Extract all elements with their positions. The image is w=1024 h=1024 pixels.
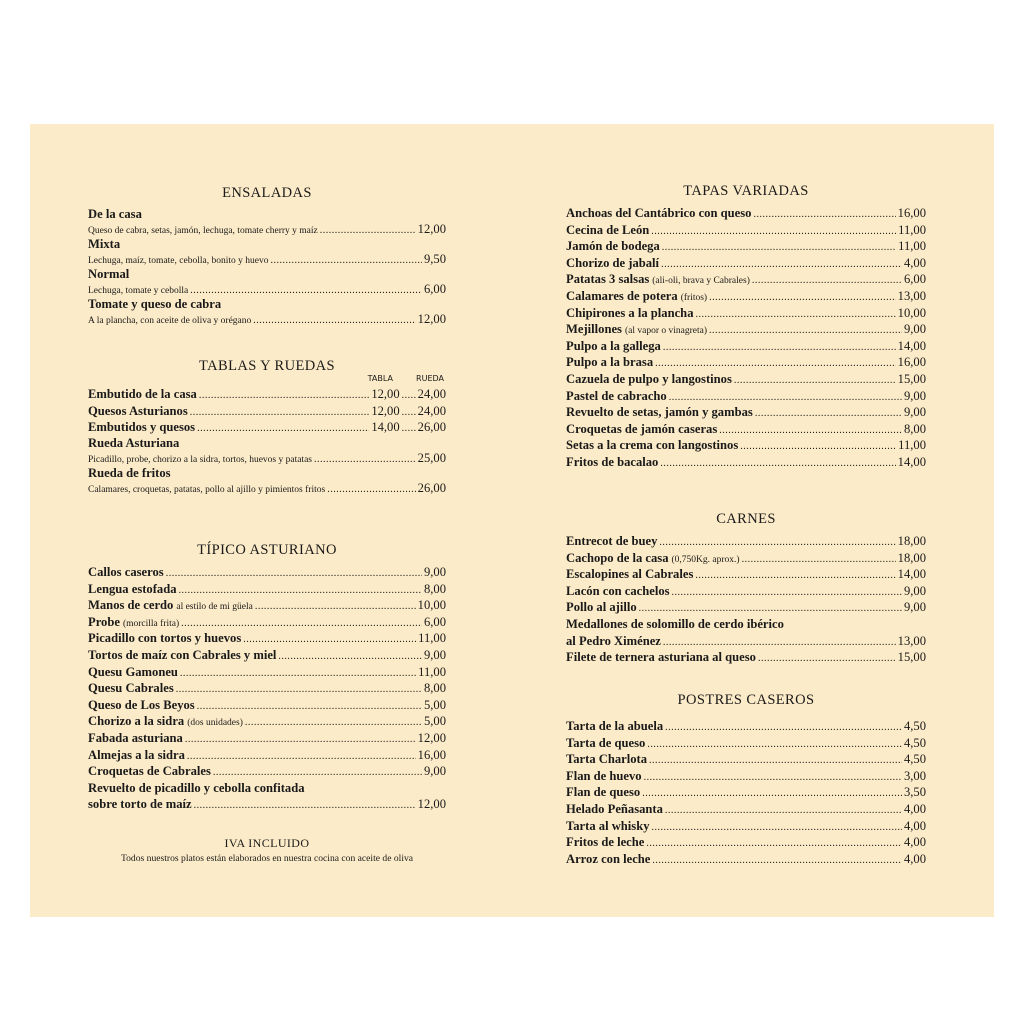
- dot-leader: [199, 388, 370, 405]
- iva-notice: IVA INCLUIDO: [224, 836, 310, 850]
- section-tipico-asturiano: [88, 540, 446, 812]
- dish-note: (dos unidades): [187, 718, 243, 729]
- menu-item: [88, 297, 446, 327]
- menu-item: [88, 581, 446, 598]
- dish-price: 16,00: [897, 206, 926, 220]
- dish-price: 5,00: [423, 697, 446, 712]
- dish-name: Chorizo de jabalí: [566, 255, 660, 270]
- menu-item: [566, 599, 926, 616]
- menu-item: [566, 354, 926, 371]
- dot-leader: [190, 283, 422, 298]
- price-rueda: 24,00: [417, 403, 446, 418]
- dish-name: Tarta de la abuela: [566, 719, 664, 733]
- dish-name: Calamares de potera: [566, 288, 678, 303]
- dot-leader: [646, 836, 902, 853]
- dish-name: Quesos Asturianos: [88, 403, 188, 418]
- section-title: TABLAS Y RUEDAS: [199, 358, 335, 374]
- dish-price: 4,00: [903, 851, 926, 866]
- dish-price: 9,00: [903, 322, 926, 337]
- menu-item: [566, 718, 926, 735]
- dish-description-row: [88, 222, 446, 237]
- dot-leader: [320, 223, 416, 238]
- tipico-list: [88, 564, 446, 780]
- dish-description: Lechuga, tomate y cebolla: [88, 286, 189, 296]
- dot-leader: [245, 715, 422, 732]
- dot-leader: [176, 682, 422, 699]
- menu-item: [566, 421, 926, 438]
- dot-leader: [663, 340, 896, 357]
- menu-item: [566, 222, 926, 239]
- dish-price: 8,00: [423, 681, 446, 696]
- dish-name: Tortos de maíz con Cabrales y miel: [88, 647, 277, 662]
- section-tapas-variadas: [566, 181, 926, 471]
- dish-name: Tomate y queso de cabra: [88, 297, 222, 311]
- dot-leader: [672, 585, 902, 602]
- dish-name: Helado Peñasanta: [566, 801, 663, 816]
- dot-leader: [719, 423, 902, 440]
- section-title: CARNES: [716, 511, 776, 527]
- dish-price: 9,00: [903, 600, 926, 615]
- dot-leader: [734, 373, 896, 390]
- dish-name: Quesu Gamoneu: [88, 664, 178, 679]
- dot-leader: [740, 439, 896, 456]
- dot-leader: [661, 257, 902, 274]
- dish-price: 4,00: [903, 835, 926, 850]
- dish-price: 8,00: [423, 581, 446, 596]
- menu-item: [88, 466, 446, 496]
- dish-price: 4,50: [903, 735, 926, 750]
- dish-name: sobre torto de maíz: [88, 796, 192, 811]
- dish-name: Pulpo a la brasa: [566, 355, 654, 370]
- dish-price: 3,50: [903, 785, 926, 800]
- menu-item: [566, 851, 926, 868]
- dish-name: Escalopines al Cabrales: [566, 567, 694, 582]
- dish-name: Rueda de fritos: [88, 465, 171, 480]
- dish-note: (0,750Kg. aprox.): [671, 554, 740, 565]
- dish-price: 9,00: [903, 405, 926, 420]
- dish-price: 25,00: [417, 450, 446, 465]
- dish-price: 10,00: [417, 598, 446, 613]
- dish-name: Rueda Asturiana: [88, 435, 180, 450]
- menu-item: [566, 533, 926, 550]
- menu-item: [566, 633, 926, 650]
- dish-name: Pastel de cabracho: [566, 388, 667, 403]
- dish-name: Fritos de leche: [566, 835, 645, 850]
- tapas-list: [566, 205, 926, 471]
- menu-item: [566, 271, 926, 288]
- menu-item: [566, 321, 926, 338]
- dish-name: Almejas a la sidra: [88, 747, 185, 762]
- menu-item: [88, 267, 446, 297]
- menu-item: [88, 680, 446, 697]
- dish-name: Anchoas del Cantábrico con queso: [566, 206, 752, 220]
- menu-item: [566, 238, 926, 255]
- menu-item: [566, 338, 926, 355]
- dot-leader: [180, 666, 416, 683]
- dot-leader: [187, 749, 416, 766]
- dot-leader: [327, 482, 415, 497]
- dot-leader: [709, 290, 896, 307]
- dish-price: 16,00: [417, 747, 446, 762]
- dish-price: 8,00: [903, 421, 926, 436]
- dish-name: Revuelto de setas, jamón y gambas: [566, 405, 753, 420]
- dish-name: Revuelto de picadillo y cebolla confitada: [88, 780, 305, 795]
- menu-item: [88, 386, 446, 403]
- dish-price: 4,00: [903, 255, 926, 270]
- dish-name: Tarta Charlota: [566, 752, 648, 767]
- menu-footer: [88, 835, 446, 866]
- dish-note: (morcilla frita): [122, 618, 180, 629]
- dish-price: 13,00: [897, 633, 926, 648]
- menu-item: [566, 305, 926, 322]
- dish-name: Jamón de bodega: [566, 239, 660, 254]
- dish-price: 11,00: [898, 239, 926, 254]
- dish-price: 12,00: [417, 312, 446, 326]
- dot-leader: [758, 651, 896, 668]
- dish-name: Pollo al ajillo: [566, 600, 637, 615]
- dish-name: Pulpo a la gallega: [566, 338, 661, 353]
- menu-item: [566, 583, 926, 600]
- dish-name: Picadillo con tortos y huevos: [88, 631, 242, 646]
- menu-item: [566, 801, 926, 818]
- dish-name: Entrecot de buey: [566, 534, 658, 548]
- dish-price: 11,00: [418, 631, 446, 646]
- dish-name: Mixta: [88, 237, 121, 251]
- dish-price: 4,50: [903, 752, 926, 767]
- dish-price: 9,00: [903, 583, 926, 598]
- ensaladas-list: [88, 207, 446, 327]
- dish-price: 9,00: [423, 565, 446, 579]
- dot-leader: [752, 273, 902, 290]
- dish-name: Embutidos y quesos: [88, 420, 196, 435]
- dish-price: 11,00: [898, 438, 926, 453]
- dish-note: (ali-oli, brava y Cabrales): [652, 276, 750, 287]
- menu-item: [566, 550, 926, 567]
- section-tablas-ruedas: [88, 356, 446, 496]
- dish-name: Fritos de bacalao: [566, 454, 659, 469]
- dish-name: Tarta al whisky: [566, 818, 650, 833]
- dish-price: 11,00: [418, 664, 446, 679]
- dot-leader: [185, 732, 416, 749]
- price-rueda: 26,00: [417, 420, 446, 435]
- dish-price: 10,00: [897, 305, 926, 320]
- section-carnes: [566, 509, 926, 666]
- tablas-list: [88, 386, 446, 436]
- price-tabla: 12,00: [371, 387, 400, 401]
- dish-note: (al vapor o vinagreta): [624, 326, 707, 337]
- section-title: TAPAS VARIADAS: [683, 183, 809, 199]
- dish-price: 12,00: [417, 222, 446, 236]
- dish-name: Filete de ternera asturiana al queso: [566, 650, 756, 665]
- menu-item: [566, 834, 926, 851]
- dish-note: al estilo de mi güela: [176, 602, 253, 613]
- dish-price: 13,00: [897, 288, 926, 303]
- dish-name: Croquetas de Cabrales: [88, 764, 211, 779]
- dot-leader: [662, 240, 896, 257]
- price-tabla: 14,00: [371, 420, 400, 435]
- menu-item: [88, 630, 446, 647]
- dish-description: Queso de cabra, setas, jamón, lechuga, tomate cherry y maíz: [88, 226, 318, 236]
- tablas-column-headers: [88, 374, 446, 386]
- dish-name: Embutido de la casa: [88, 387, 197, 401]
- postres-list: [566, 718, 926, 867]
- dot-leader: [709, 323, 902, 340]
- dish-price: 9,50: [423, 252, 446, 266]
- menu-item: [88, 747, 446, 764]
- dish-name: Setas a la crema con langostinos: [566, 438, 739, 453]
- dish-name: Quesu Cabrales: [88, 681, 174, 696]
- menu-item: [566, 255, 926, 272]
- menu-item: [88, 237, 446, 267]
- menu-item: [88, 403, 446, 420]
- dot-leader: [190, 405, 370, 422]
- dish-price: 15,00: [897, 371, 926, 386]
- dish-name: Normal: [88, 267, 130, 281]
- dish-price: 3,00: [903, 768, 926, 783]
- menu-item: [88, 419, 446, 436]
- menu-item: [566, 404, 926, 421]
- dish-price: 6,00: [423, 282, 446, 296]
- dish-name: Queso de Los Beyos: [88, 697, 195, 712]
- dot-leader: [644, 770, 902, 787]
- dish-name: Lacón con cachelos: [566, 583, 670, 598]
- dish-price: 6,00: [903, 272, 926, 287]
- dish-description-row: [88, 312, 446, 327]
- dish-price: 14,00: [897, 454, 926, 469]
- header-tabla: TABLA: [367, 374, 393, 383]
- dot-leader: [695, 568, 895, 585]
- dish-name: Chorizo a la sidra: [88, 714, 185, 729]
- dot-leader: [652, 853, 902, 870]
- menu-item: [88, 614, 446, 631]
- menu-item: [88, 697, 446, 714]
- dish-name: Mejillones: [566, 322, 622, 337]
- dish-name: De la casa: [88, 207, 142, 221]
- dish-name: Patatas 3 salsas: [566, 272, 650, 287]
- dish-name: Arroz con leche: [566, 851, 651, 866]
- dish-name: Flan de huevo: [566, 768, 642, 783]
- menu-item: [566, 649, 926, 666]
- dot-leader: [402, 421, 416, 438]
- menu-item: [566, 768, 926, 785]
- dish-price: 9,00: [903, 388, 926, 403]
- dot-leader: [270, 253, 422, 268]
- dish-price: 9,00: [423, 764, 446, 779]
- dish-name: Cecina de León: [566, 222, 650, 237]
- dish-price: 12,00: [417, 730, 446, 745]
- dot-leader: [166, 566, 422, 583]
- dot-leader: [194, 798, 416, 815]
- dish-price: 9,00: [423, 647, 446, 662]
- ruedas-list: [88, 436, 446, 496]
- dish-price: 16,00: [897, 355, 926, 370]
- dot-leader: [197, 421, 369, 438]
- menu-item: [88, 664, 446, 681]
- dish-price: 11,00: [898, 222, 926, 237]
- dish-price: 4,00: [903, 801, 926, 816]
- menu-item: [566, 205, 926, 222]
- dot-leader: [197, 699, 422, 716]
- dot-leader: [642, 786, 902, 803]
- dot-leader: [660, 456, 895, 473]
- dish-description-row: [88, 481, 446, 496]
- menu-page: [30, 124, 994, 917]
- dot-leader: [742, 552, 896, 569]
- dot-leader: [696, 307, 896, 324]
- dot-leader: [314, 452, 416, 467]
- dish-name: Tarta de queso: [566, 735, 646, 750]
- section-postres-caseros: [566, 690, 926, 867]
- dish-note: (fritos): [680, 292, 708, 303]
- menu-item: [88, 647, 446, 664]
- dot-leader: [659, 535, 895, 552]
- dish-price: 6,00: [423, 614, 446, 629]
- menu-item: [88, 713, 446, 730]
- section-title: TÍPICO ASTURIANO: [197, 542, 337, 558]
- menu-item: [88, 730, 446, 747]
- dot-leader: [755, 406, 902, 423]
- price-tabla: 12,00: [371, 403, 400, 418]
- carnes-list: [566, 533, 926, 616]
- dish-name: Flan de queso: [566, 785, 641, 800]
- menu-item: [566, 751, 926, 768]
- dish-price: 18,00: [897, 550, 926, 565]
- dot-leader: [402, 388, 416, 405]
- dish-price: 4,00: [903, 818, 926, 833]
- dish-name: Manos de cerdo: [88, 598, 174, 613]
- dish-description: Picadillo, probe, chorizo a la sidra, tortos, huevos y patatas: [88, 454, 312, 465]
- menu-item: [566, 784, 926, 801]
- dish-name: Callos caseros: [88, 565, 164, 579]
- dish-description-row: [88, 451, 446, 466]
- menu-item: [88, 763, 446, 780]
- dot-leader: [665, 720, 902, 737]
- dish-description-row: [88, 252, 446, 267]
- dot-leader: [649, 753, 902, 770]
- menu-item: [88, 597, 446, 614]
- dish-name: Lengua estofada: [88, 581, 177, 596]
- dot-leader: [402, 405, 416, 422]
- dish-name: Cazuela de pulpo y langostinos: [566, 371, 732, 386]
- dot-leader: [253, 313, 415, 328]
- dish-price: 12,00: [417, 796, 446, 811]
- dish-price: 15,00: [897, 650, 926, 665]
- dish-name: Chipirones a la plancha: [566, 305, 694, 320]
- dish-name: Cachopo de la casa: [566, 550, 669, 565]
- dish-name: Probe: [88, 614, 120, 629]
- menu-item: [566, 371, 926, 388]
- dish-name: Croquetas de jamón caseras: [566, 421, 718, 436]
- dot-leader: [278, 649, 422, 666]
- dish-price: 26,00: [417, 480, 446, 495]
- header-rueda: RUEDA: [416, 374, 444, 383]
- dish-price: 14,00: [897, 338, 926, 353]
- dish-price: 18,00: [897, 534, 926, 548]
- menu-item: [566, 454, 926, 471]
- menu-item: [88, 207, 446, 237]
- olive-oil-note: Todos nuestros platos están elaborados en nuestra cocina con aceite de oliva: [120, 853, 414, 864]
- menu-item: [566, 388, 926, 405]
- menu-item: [88, 436, 446, 466]
- dot-leader: [647, 737, 902, 754]
- dot-leader: [179, 583, 422, 600]
- dot-leader: [255, 599, 416, 616]
- dot-leader: [753, 207, 895, 224]
- dish-description: Calamares, croquetas, patatas, pollo al ajillo y pimientos fritos: [88, 484, 326, 495]
- menu-item: [566, 566, 926, 583]
- dot-leader: [652, 820, 902, 837]
- dish-description: Lechuga, maíz, tomate, cebolla, bonito y huevo: [88, 256, 269, 266]
- section-ensaladas: [88, 183, 446, 327]
- section-title: POSTRES CASEROS: [677, 692, 815, 708]
- menu-item: [566, 437, 926, 454]
- menu-item: [566, 288, 926, 305]
- price-rueda: 24,00: [417, 387, 446, 401]
- dish-price: 5,00: [423, 714, 446, 729]
- menu-item: [88, 564, 446, 581]
- menu-item: [566, 818, 926, 835]
- dish-name: Medallones de solomillo de cerdo ibérico: [566, 616, 784, 631]
- dish-price: 14,00: [897, 567, 926, 582]
- dot-leader: [651, 224, 896, 241]
- dot-leader: [665, 803, 902, 820]
- dish-name: Fabada asturiana: [88, 730, 183, 745]
- dish-description: A la plancha, con aceite de oliva y orégano: [88, 316, 252, 326]
- menu-item: [88, 796, 446, 813]
- dish-description-row: [88, 282, 446, 297]
- dish-price: 4,50: [903, 719, 926, 733]
- dish-name: al Pedro Ximénez: [566, 633, 661, 648]
- section-title: ENSALADAS: [222, 185, 312, 201]
- menu-item: [566, 735, 926, 752]
